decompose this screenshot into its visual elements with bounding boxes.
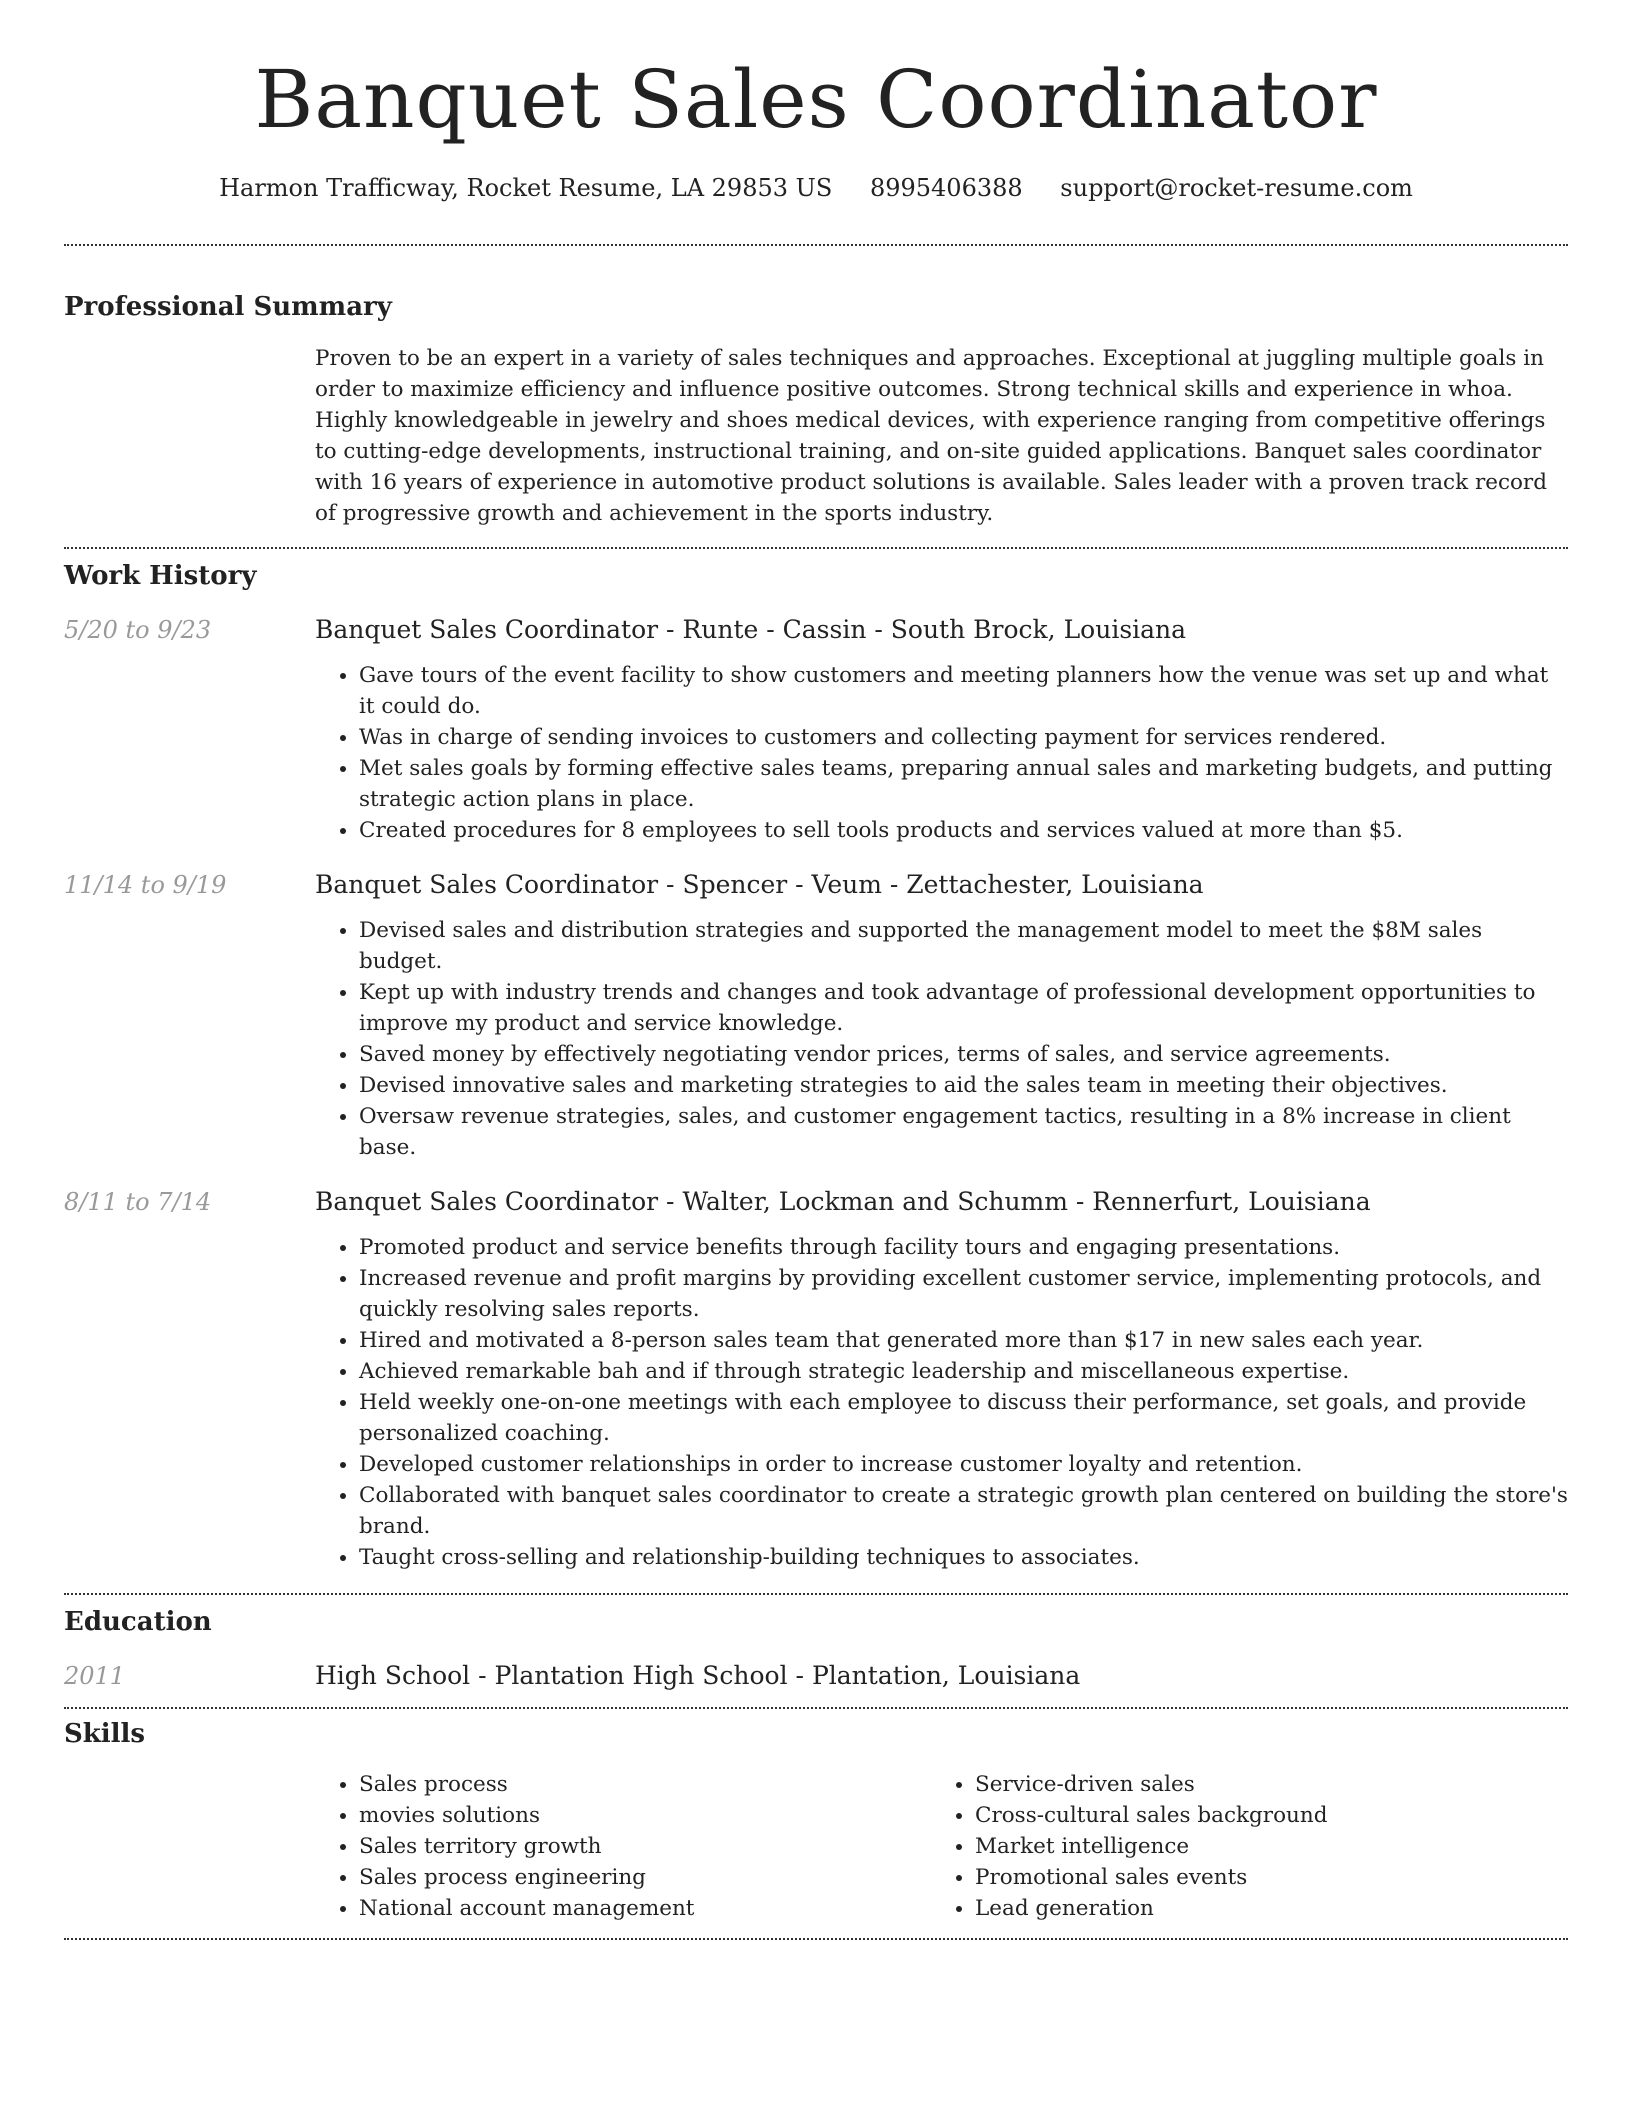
work-history-heading: Work History: [64, 561, 257, 591]
education-title: High School - Plantation High School - Plantation, Louisiana: [315, 1661, 1081, 1690]
skill-item: • Cross-cultural sales background: [975, 1800, 1547, 1831]
education-date: 2011: [64, 1662, 126, 1690]
job-bullet: • Kept up with industry trends and changes and took advantage of professional development opportunities to improve my product and service knowledge.: [359, 977, 1568, 1039]
job-date: 5/20 to 9/23: [64, 616, 212, 644]
job-bullet: • Was in charge of sending invoices to customers and collecting payment for services rendered.: [359, 722, 1568, 753]
job-date: 8/11 to 7/14: [64, 1188, 212, 1216]
job-bullet: • Oversaw revenue strategies, sales, and customer engagement tactics, resulting in a 8% increase in client base.: [359, 1101, 1568, 1163]
education-heading: Education: [64, 1607, 212, 1637]
contact-email: support@rocket-resume.com: [1060, 174, 1413, 202]
job-bullets: [315, 1232, 1568, 1573]
job-list: [64, 613, 1568, 1573]
section-divider: [64, 244, 1568, 246]
job-bullet: • Hired and motivated a 8-person sales team that generated more than $17 in new sales each year.: [359, 1325, 1568, 1356]
job-bullets: [315, 660, 1568, 846]
skill-item: • Service-driven sales: [975, 1769, 1547, 1800]
job-entry: [64, 1185, 1568, 1573]
job-content: [315, 1185, 1568, 1573]
section-divider: [64, 1593, 1568, 1595]
skill-item: • Promotional sales events: [975, 1862, 1547, 1893]
contact-address: Harmon Trafficway, Rocket Resume, LA 29853 US: [219, 174, 833, 202]
section-divider: [64, 1938, 1568, 1940]
job-bullet: • Gave tours of the event facility to show customers and meeting planners how the venue was set up and what it could do.: [359, 660, 1568, 722]
job-content: [315, 868, 1568, 1163]
job-bullet: • Created procedures for 8 employees to sell tools products and services valued at more than $5.: [359, 815, 1568, 846]
skill-item: • National account management: [359, 1893, 931, 1924]
job-bullet: • Saved money by effectively negotiating vendor prices, terms of sales, and service agreements.: [359, 1039, 1568, 1070]
summary-text: Proven to be an expert in a variety of sales techniques and approaches. Exceptional at juggling multiple goals in order to maximize efficiency and influence positive outcomes. Strong technical skills and experience in whoa. Highly knowledgeable in jewelry and shoes medical devices, with experience ranging from competitive offerings to cutting-edge developments, instructional training, and on-site guided applications. Banquet sales coordinator with 16 years of experience in automotive product solutions is available. Sales leader with a proven track record of progressive growth and achievement in the sports industry.: [315, 346, 1547, 526]
skill-item: • Lead generation: [975, 1893, 1547, 1924]
job-bullet: • Devised sales and distribution strategies and supported the management model to meet the $8M sales budget.: [359, 915, 1568, 977]
skills-column-left: [315, 1769, 931, 1924]
job-bullet: • Taught cross-selling and relationship-building techniques to associates.: [359, 1542, 1568, 1573]
job-bullet: • Devised innovative sales and marketing strategies to aid the sales team in meeting their objectives.: [359, 1070, 1568, 1101]
job-content: [315, 613, 1568, 846]
job-entry: [64, 613, 1568, 846]
job-title: Banquet Sales Coordinator - Walter, Lockman and Schumm - Rennerfurt, Louisiana: [315, 1187, 1371, 1216]
summary-heading: Professional Summary: [64, 292, 392, 322]
skills-list: [315, 1769, 1568, 1924]
job-bullet: • Met sales goals by forming effective sales teams, preparing annual sales and marketing budgets, and putting strategic action plans in place.: [359, 753, 1568, 815]
job-bullet: • Held weekly one-on-one meetings with each employee to discuss their performance, set goals, and provide personalized coaching.: [359, 1387, 1568, 1449]
contact-phone: 8995406388: [869, 174, 1023, 202]
job-bullet: • Achieved remarkable bah and if through strategic leadership and miscellaneous expertise.: [359, 1356, 1568, 1387]
contact-line: [64, 172, 1568, 204]
skill-item: • Sales process engineering: [359, 1862, 931, 1893]
skill-item: • movies solutions: [359, 1800, 931, 1831]
skill-item: • Market intelligence: [975, 1831, 1547, 1862]
job-bullet: • Promoted product and service benefits through facility tours and engaging presentations.: [359, 1232, 1568, 1263]
job-bullet: • Collaborated with banquet sales coordinator to create a strategic growth plan centered on building the store's brand.: [359, 1480, 1568, 1542]
job-date: 11/14 to 9/19: [64, 871, 227, 899]
job-bullet: • Developed customer relationships in order to increase customer loyalty and retention.: [359, 1449, 1568, 1480]
skill-item: • Sales territory growth: [359, 1831, 931, 1862]
skills-heading: Skills: [64, 1719, 146, 1749]
skill-item: • Sales process: [359, 1769, 931, 1800]
skills-column-right: [931, 1769, 1547, 1924]
job-title: Banquet Sales Coordinator - Runte - Cassin - South Brock, Louisiana: [315, 615, 1187, 644]
resume-name: Banquet Sales Coordinator: [254, 53, 1378, 146]
job-bullet: • Increased revenue and profit margins by providing excellent customer service, implementing protocols, and quickly resolving sales reports.: [359, 1263, 1568, 1325]
job-bullets: [315, 915, 1568, 1163]
education-entry: [64, 1659, 1568, 1693]
section-divider: [64, 547, 1568, 549]
job-title: Banquet Sales Coordinator - Spencer - Veum - Zettachester, Louisiana: [315, 870, 1204, 899]
job-entry: [64, 868, 1568, 1163]
section-divider: [64, 1707, 1568, 1709]
